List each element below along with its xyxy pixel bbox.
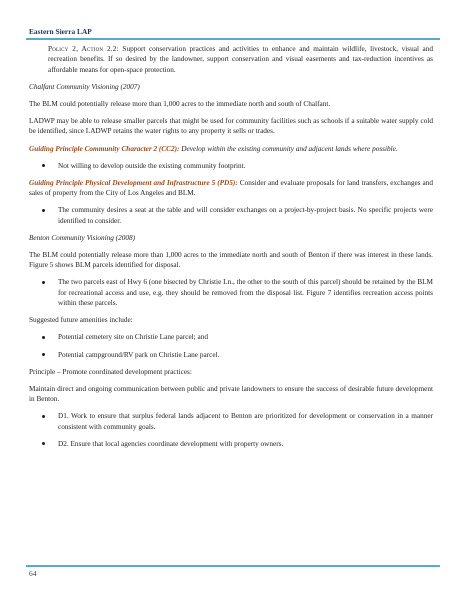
- pd5-bullet-list: [29, 205, 433, 226]
- list-item: Potential campground/RV park on Christie Lane parcel.: [29, 350, 433, 360]
- pd5-principle: [29, 178, 433, 199]
- pd5-text: Consider and evaluate proposals for land transfers, exchanges and sales of property from the City of Los Angeles and BLM.: [29, 178, 433, 198]
- cc2-principle: [29, 144, 433, 154]
- amenities-list: [29, 332, 433, 359]
- list-item: Not willing to develop outside the existing community footprint.: [29, 161, 433, 171]
- chalfant-heading: Chalfant Community Visioning (2007): [29, 82, 140, 91]
- benton-heading: Benton Community Visioning (2008): [29, 233, 135, 242]
- list-item: Potential cemetery site on Christie Lane parcel; and: [29, 332, 433, 342]
- cc2-label: Guiding Principle Community Character 2 (CC2):: [29, 144, 180, 153]
- benton-bullet-list: [29, 277, 433, 308]
- chalfant-paragraph-2: LADWP may be able to release smaller parcels that might be used for community facilities such as schools if a suitable water supply cold be identified, since LADWP retains the water rights to any property it sells or trades.: [29, 117, 433, 136]
- benton-paragraph-1: The BLM could potentially release more than 1,000 acres to the immediate north and south of Benton if there was interest in these lands. Figure 5 shows BLM parcels identified for disposal.: [29, 250, 433, 270]
- footer-divider: [26, 565, 440, 567]
- header-divider: [26, 38, 440, 40]
- page-header: Eastern Sierra LAP: [29, 27, 92, 36]
- principle-paragraph: Maintain direct and ongoing communication between public and private landowners to ensure the success of desirable future development in Benton.: [29, 384, 433, 404]
- policy-label: Policy 2, Action 2.2:: [48, 45, 119, 53]
- policy-text: Support conservation practices and activities to enhance and maintain wildlife, livestock, visual and recreation benefits. If so desired by the landowner, support conservation and visual easements and tax-reduction incentives as affordable means for open-space protection.: [48, 45, 434, 74]
- pd5-label: Guiding Principle Physical Development and Infrastructure 5 (PD5):: [29, 178, 238, 187]
- principle-heading: Principle – Promote coordinated development practices:: [29, 367, 192, 376]
- list-item: The two parcels east of Hwy 6 (one bisected by Christie Ln., the other to the south of this parcel) should be retained by the BLM for recreational access and use, e.g. they should be removed from the disposal list. Figure 7 identifies recreation access points within these parcels.: [29, 277, 433, 308]
- amenities-intro: Suggested future amenities include:: [29, 316, 133, 325]
- list-item: D2. Ensure that local agencies coordinate development with property owners.: [29, 439, 433, 449]
- list-item: The community desires a seat at the table and will consider exchanges on a project-by-project basis. No specific projects were identified to consider.: [29, 205, 433, 226]
- cc2-text: Develop within the existing community and adjacent lands where possible.: [181, 144, 398, 153]
- actions-list: [29, 411, 433, 449]
- list-item: D1. Work to ensure that surplus federal lands adjacent to Benton are prioritized for development or conservation in a manner consistent with community goals.: [29, 411, 433, 432]
- page-number: 64: [29, 569, 37, 578]
- page-body: [29, 44, 433, 456]
- chalfant-paragraph-1: The BLM could potentially release more than 1,000 acres to the immediate north and south of Chalfant.: [29, 99, 331, 108]
- cc2-bullet-list: [29, 161, 433, 171]
- policy-paragraph: [29, 44, 433, 75]
